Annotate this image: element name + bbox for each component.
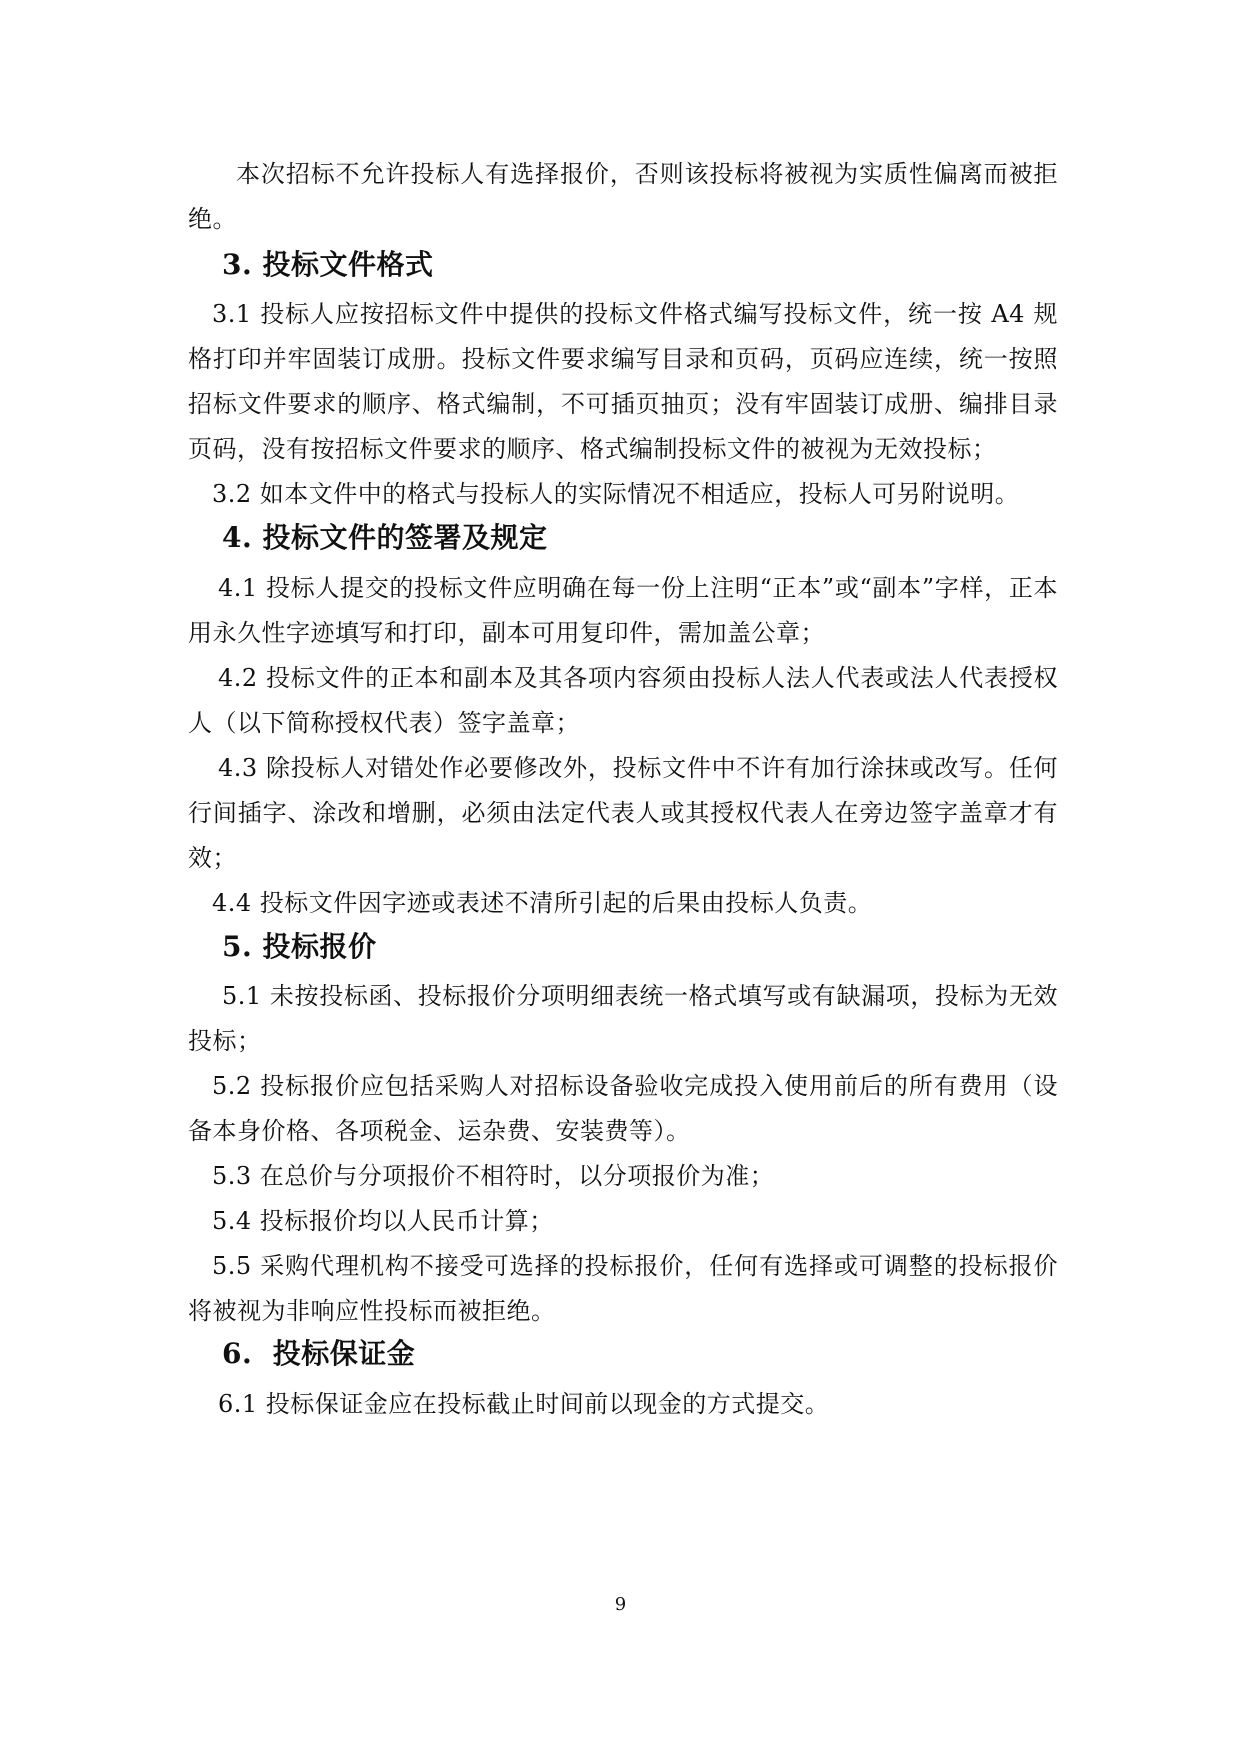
paragraph-4-3: 4.3 除投标人对错处作必要修改外，投标文件中不许有加行涂抹或改写。任何行间插字、涂改和增删，必须由法定代表人或其授权代表人在旁边签字盖章才有效； bbox=[188, 754, 1058, 872]
paragraph-5-1: 5.1 未按投标函、投标报价分项明细表统一格式填写或有缺漏项，投标为无效投标； bbox=[188, 982, 1058, 1055]
heading-section-6: 6. 投标保证金 bbox=[222, 1337, 416, 1370]
heading-section-3: 3. 投标文件格式 bbox=[222, 248, 434, 281]
paragraph-3-1: 3.1 投标人应按招标文件中提供的投标文件格式编写投标文件，统一按 A4 规格打印并牢固装订成册。投标文件要求编写目录和页码，页码应连续，统一按照招标文件要求的顺序、格式编制，不可插页抽页；没有牢固装订成册、编排目录页码，没有按招标文件要求的顺序、格式编制投标文件的被视为无效投标； bbox=[188, 300, 1058, 463]
paragraph-5-3: 5.3 在总价与分项报价不相符时，以分项报价为准； bbox=[212, 1162, 775, 1190]
heading-section-5: 5. 投标报价 bbox=[222, 930, 377, 963]
paragraph-5-4: 5.4 投标报价均以人民币计算； bbox=[212, 1207, 554, 1235]
paragraph-4-2: 4.2 投标文件的正本和副本及其各项内容须由投标人法人代表或法人代表授权人（以下简称授权代表）签字盖章； bbox=[188, 664, 1058, 737]
paragraph-3-2: 3.2 如本文件中的格式与投标人的实际情况不相适应，投标人可另附说明。 bbox=[212, 480, 1020, 508]
paragraph-4-4: 4.4 投标文件因字迹或表述不清所引起的后果由投标人负责。 bbox=[212, 889, 873, 917]
paragraph-4-1: 4.1 投标人提交的投标文件应明确在每一份上注明“正本”或“副本”字样，正本用永久性字迹填写和打印，副本可用复印件，需加盖公章； bbox=[188, 574, 1058, 647]
page-number: 9 bbox=[614, 1594, 627, 1615]
paragraph-5-2: 5.2 投标报价应包括采购人对招标设备验收完成投入使用前后的所有费用（设备本身价格、各项税金、运杂费、安装费等）。 bbox=[188, 1072, 1058, 1145]
paragraph-no-alternative-bids: 本次招标不允许投标人有选择报价，否则该投标将被视为实质性偏离而被拒绝。 bbox=[188, 160, 1058, 233]
heading-section-4: 4. 投标文件的签署及规定 bbox=[222, 521, 548, 554]
paragraph-5-5: 5.5 采购代理机构不接受可选择的投标报价，任何有选择或可调整的投标报价将被视为非响应性投标而被拒绝。 bbox=[188, 1252, 1058, 1325]
paragraph-6-1: 6.1 投标保证金应在投标截止时间前以现金的方式提交。 bbox=[218, 1390, 830, 1418]
